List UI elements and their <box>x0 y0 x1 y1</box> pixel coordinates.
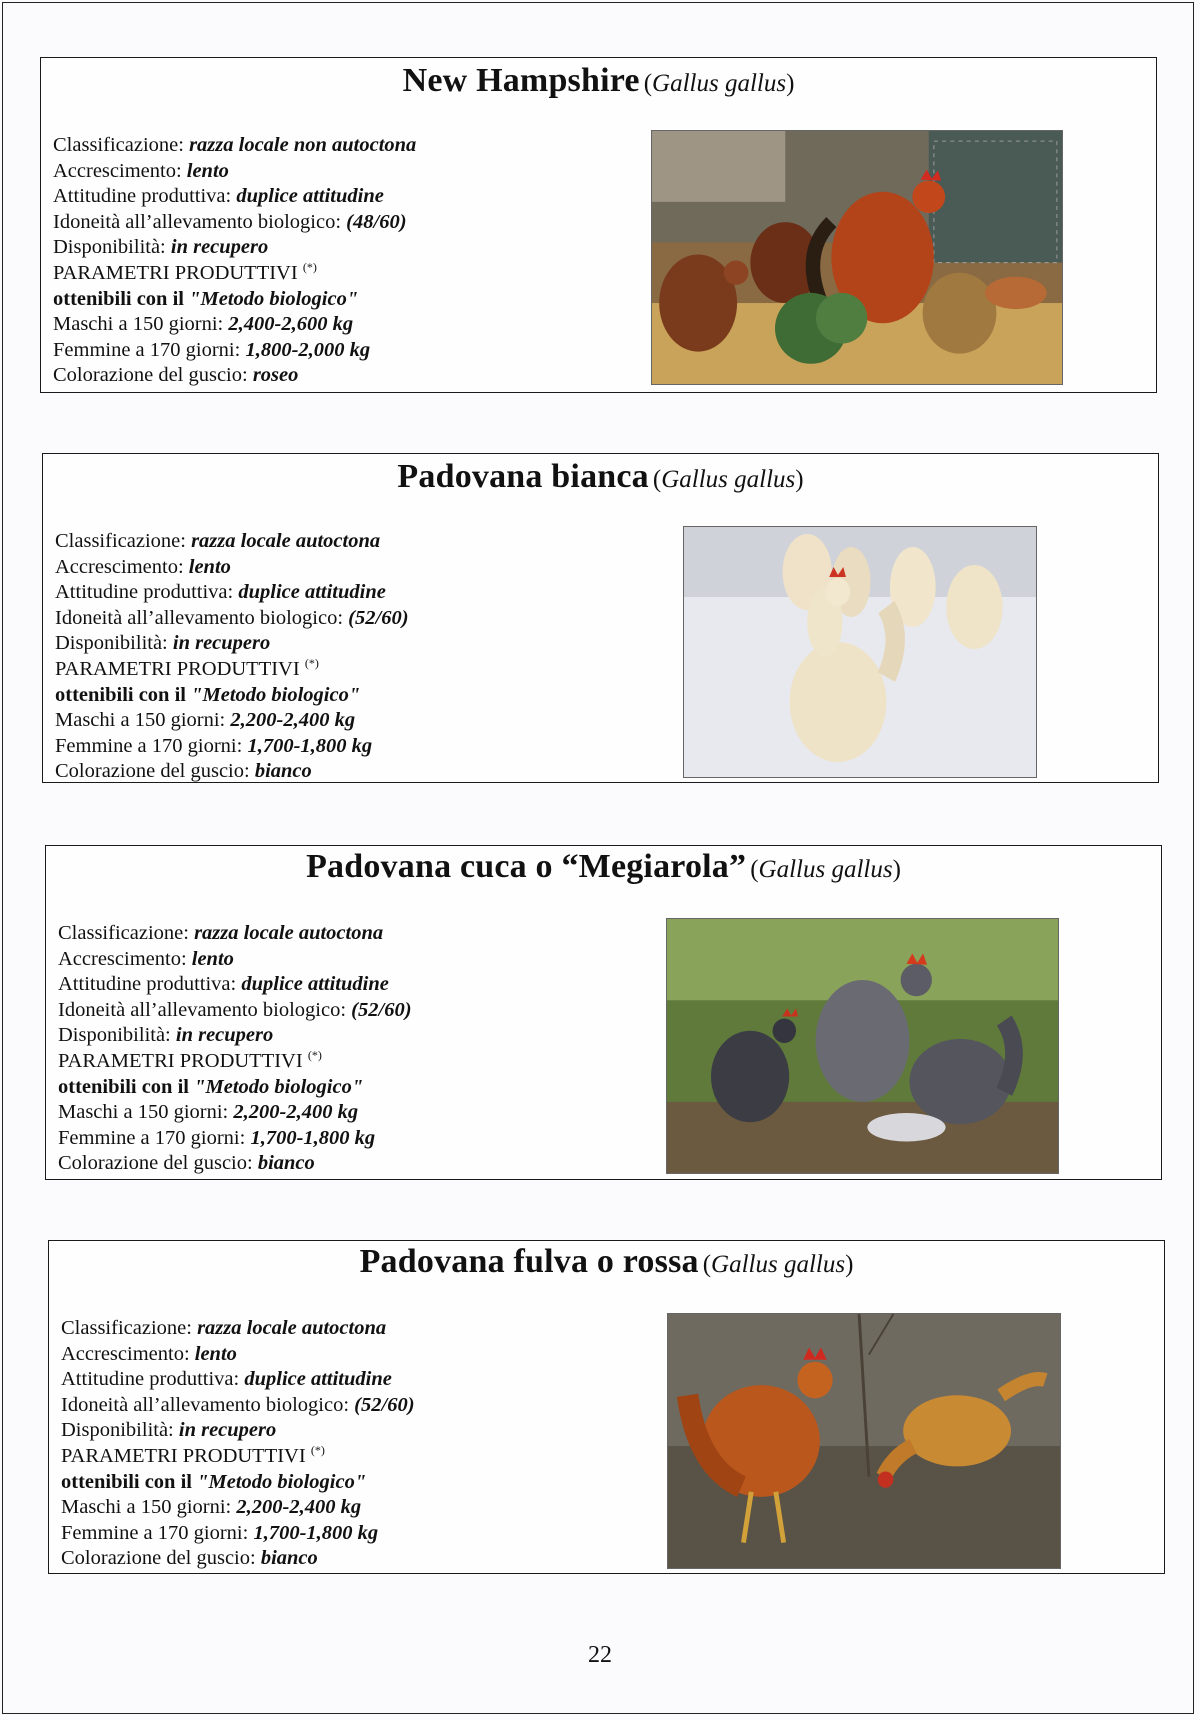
attribute-value: lento <box>186 159 229 182</box>
params-method-prefix: ottenibili con il <box>61 1470 198 1493</box>
attribute-value: duplice attitudine <box>244 1368 392 1391</box>
breed-name: Padovana bianca <box>397 458 649 495</box>
attribute-line <box>61 1367 621 1393</box>
attribute-line <box>61 1521 621 1547</box>
attribute-value: 2,200-2,400 kg <box>230 709 356 732</box>
attribute-value: razza locale autoctona <box>191 530 381 552</box>
params-method <box>58 1075 618 1101</box>
attribute-line <box>55 606 615 632</box>
breed-title <box>41 62 1156 100</box>
attribute-label: Accrescimento: <box>55 555 189 578</box>
attribute-line <box>58 998 618 1024</box>
attribute-label: Maschi a 150 giorni: <box>61 1496 237 1519</box>
attribute-label: Femmine a 170 giorni: <box>53 338 246 361</box>
params-heading-text: PARAMETRI PRODUTTIVI <box>58 1049 308 1072</box>
attribute-label: Attitudine produttiva: <box>61 1368 245 1391</box>
params-method <box>61 1470 621 1496</box>
attribute-line <box>58 1023 618 1049</box>
attribute-label: Maschi a 150 giorni: <box>53 313 229 336</box>
page-number: 22 <box>588 1642 612 1668</box>
attribute-label: Maschi a 150 giorni: <box>55 709 231 732</box>
attribute-label: Femmine a 170 giorni: <box>55 734 248 757</box>
attribute-value: 2,400-2,600 kg <box>228 313 354 336</box>
attribute-value: lento <box>194 1342 237 1365</box>
attribute-line <box>55 580 615 606</box>
attribute-line <box>53 312 613 338</box>
params-heading <box>58 1049 618 1075</box>
params-note: (*) <box>302 260 317 275</box>
attribute-line <box>61 1393 621 1419</box>
params-method <box>53 287 613 313</box>
breed-title <box>46 848 1161 886</box>
attribute-value: in recupero <box>170 236 269 259</box>
params-method-value: "Metodo biologico" <box>194 1075 364 1098</box>
attribute-value: in recupero <box>175 1024 274 1047</box>
attribute-label: Colorazione del guscio: <box>55 760 255 783</box>
attribute-line <box>53 363 613 389</box>
attribute-label: Idoneità all’allevamento biologico: <box>58 998 352 1021</box>
attribute-list <box>61 1316 621 1572</box>
params-note: (*) <box>310 1443 325 1458</box>
attribute-line <box>55 759 615 785</box>
params-heading-text: PARAMETRI PRODUTTIVI <box>55 657 305 680</box>
attribute-line <box>61 1495 621 1521</box>
attribute-line <box>61 1342 621 1368</box>
attribute-value: 1,800-2,000 kg <box>245 338 371 361</box>
params-method-value: "Metodo biologico" <box>189 287 359 310</box>
attribute-label: Idoneità all’allevamento biologico: <box>55 606 349 629</box>
attribute-line <box>55 631 615 657</box>
attribute-list <box>53 133 613 389</box>
attribute-value: lento <box>188 555 231 578</box>
breed-card-1 <box>40 57 1157 393</box>
breed-species: (Gallus gallus) <box>643 70 795 97</box>
attribute-line <box>53 338 613 364</box>
attribute-label: Idoneità all’allevamento biologico: <box>61 1393 355 1416</box>
attribute-line <box>55 708 615 734</box>
attribute-value: duplice attitudine <box>236 185 384 208</box>
attribute-value: duplice attitudine <box>238 581 386 604</box>
params-method-value: "Metodo biologico" <box>191 683 361 706</box>
params-note: (*) <box>304 656 319 671</box>
attribute-line <box>53 184 613 210</box>
params-heading-text: PARAMETRI PRODUTTIVI <box>61 1444 311 1467</box>
breed-name: Padovana fulva o rossa <box>359 1243 699 1280</box>
attribute-line <box>53 159 613 185</box>
attribute-line <box>58 947 618 973</box>
attribute-label: Classificazione: <box>53 134 190 156</box>
attribute-value: roseo <box>252 364 299 387</box>
padovana-cuca-chickens-photo <box>666 918 1059 1174</box>
attribute-label: Disponibilità: <box>55 632 173 655</box>
attribute-value: in recupero <box>178 1419 277 1442</box>
attribute-list <box>58 921 618 1177</box>
breed-card-4 <box>48 1240 1165 1574</box>
params-heading <box>61 1444 621 1470</box>
attribute-line <box>58 1126 618 1152</box>
params-method-value: "Metodo biologico" <box>197 1470 367 1493</box>
attribute-value: 1,700-1,800 kg <box>250 1126 376 1149</box>
attribute-label: Colorazione del guscio: <box>53 364 253 387</box>
attribute-line <box>53 210 613 236</box>
attribute-value: (52/60) <box>348 606 409 629</box>
params-method-prefix: ottenibili con il <box>58 1075 195 1098</box>
attribute-value: 1,700-1,800 kg <box>247 734 373 757</box>
attribute-value: 2,200-2,400 kg <box>233 1101 359 1124</box>
attribute-label: Colorazione del guscio: <box>61 1547 261 1570</box>
attribute-value: razza locale non autoctona <box>189 134 417 156</box>
attribute-label: Accrescimento: <box>58 947 192 970</box>
attribute-value: bianco <box>257 1152 315 1175</box>
attribute-list <box>55 529 615 785</box>
attribute-label: Maschi a 150 giorni: <box>58 1101 234 1124</box>
attribute-value: duplice attitudine <box>241 973 389 996</box>
attribute-label: Idoneità all’allevamento biologico: <box>53 210 347 233</box>
attribute-label: Accrescimento: <box>61 1342 195 1365</box>
attribute-line <box>58 1100 618 1126</box>
attribute-value: lento <box>191 947 234 970</box>
attribute-label: Disponibilità: <box>53 236 171 259</box>
attribute-label: Accrescimento: <box>53 159 187 182</box>
attribute-value: (52/60) <box>351 998 412 1021</box>
attribute-line <box>55 529 615 555</box>
attribute-line <box>53 235 613 261</box>
attribute-value: (48/60) <box>346 210 407 233</box>
breed-title <box>49 1243 1164 1281</box>
attribute-value: (52/60) <box>354 1393 415 1416</box>
breed-species: (Gallus gallus) <box>750 856 901 883</box>
attribute-label: Disponibilità: <box>61 1419 179 1442</box>
attribute-label: Disponibilità: <box>58 1024 176 1047</box>
attribute-value: 2,200-2,400 kg <box>236 1496 362 1519</box>
breed-card-3 <box>45 845 1162 1180</box>
params-method-prefix: ottenibili con il <box>55 683 192 706</box>
params-note: (*) <box>307 1048 322 1063</box>
params-method-prefix: ottenibili con il <box>53 287 190 310</box>
attribute-line <box>61 1546 621 1572</box>
params-heading-text: PARAMETRI PRODUTTIVI <box>53 261 303 284</box>
breed-card-2 <box>42 453 1159 783</box>
attribute-line <box>55 734 615 760</box>
params-method <box>55 683 615 709</box>
attribute-label: Attitudine produttiva: <box>58 973 242 996</box>
attribute-line <box>61 1316 621 1342</box>
attribute-line <box>53 133 613 159</box>
attribute-label: Classificazione: <box>55 530 192 552</box>
attribute-line <box>61 1418 621 1444</box>
attribute-line <box>58 1151 618 1177</box>
attribute-line <box>58 972 618 998</box>
breed-species: (Gallus gallus) <box>652 466 804 493</box>
padovana-bianca-chickens-photo <box>683 526 1037 778</box>
attribute-label: Colorazione del guscio: <box>58 1152 258 1175</box>
attribute-value: 1,700-1,800 kg <box>253 1521 379 1544</box>
attribute-value: in recupero <box>172 632 271 655</box>
new-hampshire-chickens-photo <box>651 130 1063 385</box>
attribute-label: Classificazione: <box>58 922 195 944</box>
attribute-line <box>58 921 618 947</box>
breed-title <box>43 458 1158 496</box>
attribute-value: razza locale autoctona <box>194 922 384 944</box>
attribute-value: razza locale autoctona <box>197 1317 387 1339</box>
attribute-line <box>55 555 615 581</box>
params-heading <box>53 261 613 287</box>
attribute-value: bianco <box>260 1547 318 1570</box>
attribute-label: Femmine a 170 giorni: <box>61 1521 254 1544</box>
breed-name: New Hampshire <box>402 62 640 99</box>
breed-species: (Gallus gallus) <box>702 1251 854 1278</box>
padovana-fulva-chickens-photo <box>667 1313 1061 1569</box>
attribute-label: Attitudine produttiva: <box>53 185 237 208</box>
attribute-value: bianco <box>254 760 312 783</box>
attribute-label: Classificazione: <box>61 1317 198 1339</box>
params-heading <box>55 657 615 683</box>
attribute-label: Attitudine produttiva: <box>55 581 239 604</box>
attribute-label: Femmine a 170 giorni: <box>58 1126 251 1149</box>
breed-name: Padovana cuca o “Megiarola” <box>306 848 747 885</box>
